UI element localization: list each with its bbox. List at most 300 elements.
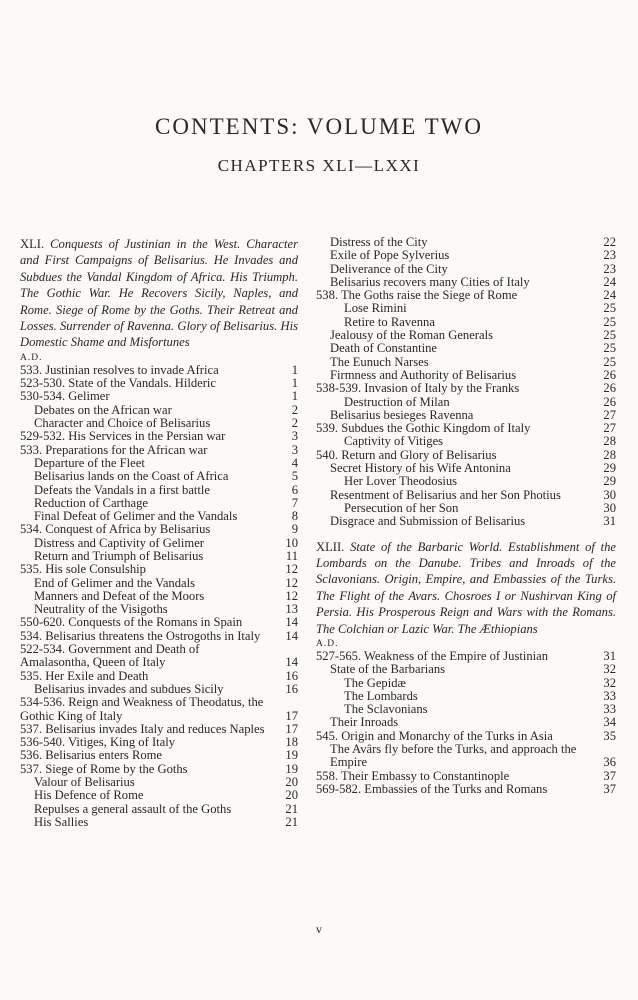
- toc-entry-text-wrap: [316, 743, 594, 770]
- toc-entry-text-wrap: [20, 776, 276, 789]
- toc-entry-title: Belisarius besieges Ravenna: [330, 407, 474, 422]
- toc-entry: [20, 670, 298, 683]
- toc-entry-title: Their Inroads: [330, 715, 399, 730]
- toc-entry: [316, 276, 616, 289]
- toc-entry: [316, 770, 616, 783]
- toc-entry-page: 1: [291, 389, 298, 404]
- toc-entry-page: 18: [285, 735, 298, 750]
- toc-entry-page: 1: [291, 362, 298, 377]
- toc-entry-page: 20: [285, 788, 298, 803]
- toc-entry-year: 545.: [316, 728, 339, 743]
- toc-entry: [316, 342, 616, 355]
- toc-entry: [20, 736, 298, 749]
- toc-entry-title: Reduction of Carthage: [34, 495, 149, 510]
- toc-entry-text-wrap: [316, 730, 594, 743]
- toc-entry-text-wrap: [20, 763, 276, 776]
- toc-entry: [20, 364, 298, 377]
- toc-entry: [316, 302, 616, 315]
- toc-entry-page: 34: [603, 715, 616, 730]
- toc-entry-text-wrap: [20, 696, 276, 723]
- toc-entry-page: 4: [291, 455, 298, 470]
- toc-entry-year: 537.: [20, 721, 43, 736]
- toc-entry-text-wrap: [20, 577, 276, 590]
- toc-entry: [20, 643, 298, 670]
- toc-entry-title: Belisarius invades Italy and reduces Naples: [45, 721, 265, 736]
- toc-entry-year: 522-534.: [20, 642, 66, 657]
- toc-entry-text-wrap: [316, 716, 594, 729]
- toc-entry-text-wrap: [316, 690, 594, 703]
- toc-entry: [316, 329, 616, 342]
- toc-entry: [20, 563, 298, 576]
- toc-entry-text-wrap: [316, 409, 594, 422]
- toc-entry-text-wrap: [20, 683, 276, 696]
- toc-entry-text-wrap: [316, 475, 594, 488]
- toc-entry-page: 12: [285, 588, 298, 603]
- toc-entry-title: His Sallies: [34, 814, 89, 829]
- toc-entry: [316, 356, 616, 369]
- chapter-heading: [20, 236, 298, 351]
- toc-entry-text-wrap: [20, 550, 276, 563]
- toc-entry-page: 16: [285, 681, 298, 696]
- toc-entry: [316, 249, 616, 262]
- toc-entry-title: Conquest of Africa by Belisarius: [45, 522, 211, 537]
- toc-entry-text-wrap: [316, 650, 594, 663]
- toc-entry-page: 25: [603, 314, 616, 329]
- toc-entry-title: Belisarius recovers many Cities of Italy: [330, 274, 530, 289]
- toc-entry-page: 28: [603, 434, 616, 449]
- page-subtitle: CHAPTERS XLI—LXXI: [217, 156, 421, 175]
- toc-entry-title: Final Defeat of Gelimer and the Vandals: [34, 509, 238, 524]
- toc-entry-title: Repulses a general assault of the Goths: [34, 801, 232, 816]
- toc-entry-year: 527-565.: [316, 648, 362, 663]
- toc-entry-text-wrap: [316, 703, 594, 716]
- toc-entry: [316, 515, 616, 528]
- toc-entry-page: 14: [285, 628, 298, 643]
- toc-entry-text-wrap: [316, 515, 594, 528]
- toc-entry-text-wrap: [316, 502, 594, 515]
- toc-entry-text-wrap: [316, 770, 594, 783]
- toc-entry-year: 538-539.: [316, 381, 362, 396]
- toc-entry-page: 36: [603, 755, 616, 770]
- toc-entry-year: 539.: [316, 421, 339, 436]
- toc-entry-title: State of the Barbarians: [330, 662, 446, 677]
- toc-entry-text-wrap: [316, 783, 594, 796]
- toc-entry: [316, 409, 616, 422]
- toc-entry-page: 33: [603, 702, 616, 717]
- toc-entry-page: 21: [285, 801, 298, 816]
- chapter-heading: [316, 539, 616, 637]
- toc-entry: [20, 430, 298, 443]
- toc-entry-text-wrap: [316, 316, 594, 329]
- toc-entry-text-wrap: [20, 789, 276, 802]
- toc-entry-page: 33: [603, 688, 616, 703]
- toc-entry-text-wrap: [20, 803, 276, 816]
- toc-entry-title: Jealousy of the Roman Generals: [330, 328, 493, 343]
- toc-entry: [316, 502, 616, 515]
- toc-entry: [316, 703, 616, 716]
- toc-entry-text-wrap: [20, 497, 276, 510]
- toc-entry-text-wrap: [20, 484, 276, 497]
- toc-entry: [316, 650, 616, 663]
- toc-entry-page: 3: [291, 442, 298, 457]
- toc-entry-page: 11: [285, 549, 298, 563]
- toc-entry-year: 534-536.: [20, 695, 66, 710]
- toc-entry: [316, 475, 616, 488]
- toc-entry: [20, 723, 298, 736]
- toc-entry: [20, 444, 298, 457]
- contents-left-column: [20, 236, 298, 829]
- chapter-number: XLII.: [316, 539, 345, 554]
- toc-entry-text-wrap: [316, 663, 594, 676]
- toc-entry-text-wrap: [20, 390, 276, 403]
- toc-entry-text-wrap: [316, 249, 594, 262]
- toc-entry-page: 22: [603, 235, 616, 249]
- toc-entry-title: Persecution of her Son: [344, 500, 459, 515]
- toc-entry-year: 535.: [20, 562, 43, 577]
- toc-entry: [20, 484, 298, 497]
- toc-entry-year: 530-534.: [20, 389, 66, 404]
- toc-entry-title: Belisarius invades and subdues Sicily: [34, 681, 224, 696]
- toc-entry-page: 19: [285, 748, 298, 763]
- toc-entry-page: 27: [603, 407, 616, 422]
- toc-entry-title: Invasion of Italy by the Franks: [364, 381, 520, 396]
- toc-entry-page: 17: [285, 721, 298, 736]
- toc-entry-title: His Services in the Persian war: [68, 429, 226, 444]
- toc-entry-title: Destruction of Milan: [344, 394, 450, 409]
- toc-entry-title: Embassies of the Turks and Romans: [364, 781, 548, 796]
- toc-entry-text-wrap: [316, 462, 594, 475]
- toc-entry-text-wrap: [20, 430, 276, 443]
- toc-entry-year: 550-620.: [20, 615, 66, 630]
- toc-entry-text-wrap: [20, 670, 276, 683]
- toc-entry-text-wrap: [316, 422, 594, 435]
- toc-entry-text-wrap: [20, 377, 276, 390]
- toc-entry-text-wrap: [316, 356, 594, 369]
- chapter-description: Conquests of Justinian in the West. Character and First Campaigns of Belisarius. He Invades and Subdues the Vandal Kingdom of Africa. His Triumph. The Gothic War. He Recovers Sicily, Naples, and Rome. Siege of Rome by the Goths. Their Retreat and Losses. Surrender of Ravenna. Glory of Belisarius. His Domestic Shame and Misfortunes: [20, 237, 298, 350]
- toc-entry: [20, 577, 298, 590]
- toc-entry-page: 23: [603, 248, 616, 263]
- toc-entry: [20, 616, 298, 629]
- toc-entry-title: The Eunuch Narses: [330, 354, 429, 369]
- toc-entry-page: 12: [285, 575, 298, 590]
- toc-entry: [20, 390, 298, 403]
- entry-list: [316, 236, 616, 529]
- page-title: CONTENTS: VOLUME TWO: [155, 114, 483, 139]
- toc-entry-page: 10: [285, 535, 298, 550]
- toc-entry-text-wrap: [316, 236, 594, 249]
- toc-entry-title: Firmness and Authority of Belisarius: [330, 367, 517, 382]
- toc-entry: [20, 550, 298, 563]
- toc-entry: [316, 449, 616, 462]
- toc-entry-text-wrap: [20, 563, 276, 576]
- toc-entry-text-wrap: [316, 302, 594, 315]
- toc-entry-page: 8: [291, 509, 298, 524]
- toc-entry: [316, 663, 616, 676]
- toc-entry-page: 9: [291, 522, 298, 537]
- toc-entry-page: 37: [603, 781, 616, 796]
- toc-entry-text-wrap: [20, 364, 276, 377]
- toc-entry: [20, 803, 298, 816]
- toc-entry-page: 23: [603, 261, 616, 276]
- toc-entry-title: Preparations for the African war: [45, 442, 208, 457]
- toc-entry-year: 540.: [316, 447, 339, 462]
- toc-entry-text-wrap: [316, 449, 594, 462]
- toc-entry-text-wrap: [20, 723, 276, 736]
- toc-entry-text-wrap: [316, 382, 594, 395]
- toc-entry-title: Return and Glory of Belisarius: [341, 447, 497, 462]
- toc-entry-page: 25: [603, 301, 616, 316]
- toc-entry-year: 534.: [20, 522, 43, 537]
- chapter-number: XLI.: [20, 237, 45, 251]
- toc-entry-text-wrap: [316, 263, 594, 276]
- toc-entry: [316, 677, 616, 690]
- toc-entry: [316, 263, 616, 276]
- toc-entry: [20, 457, 298, 470]
- toc-entry-year: 558.: [316, 768, 339, 783]
- toc-entry-title: Subdues the Gothic Kingdom of Italy: [341, 421, 531, 436]
- toc-entry-title: Departure of the Fleet: [34, 455, 145, 470]
- toc-entry-page: 32: [603, 662, 616, 677]
- toc-entry-text-wrap: [20, 736, 276, 749]
- toc-entry: [316, 396, 616, 409]
- toc-entry-text-wrap: [20, 643, 276, 670]
- toc-entry: [316, 716, 616, 729]
- toc-entry-text-wrap: [20, 417, 276, 430]
- toc-entry: [316, 743, 616, 770]
- chapter-description: State of the Barbaric World. Establishment of the Lombards on the Danube. Tribes and Inroads of the Sclavonians. Origin, Empire, and Embassies of the Turks. The Flight of the Avars. Chosroes I or Nushirvan King of Persia. His Prosperous Reign and Wars with the Romans. The Colchian or Lazic War. The Æthiopians: [316, 539, 616, 636]
- toc-entry: [316, 369, 616, 382]
- toc-entry-title: Disgrace and Submission of Belisarius: [330, 514, 526, 529]
- toc-entry-page: 3: [291, 429, 298, 444]
- toc-entry-page: 2: [291, 402, 298, 417]
- toc-entry-text-wrap: [20, 630, 276, 643]
- toc-entry-title: The Gepidæ: [344, 675, 406, 690]
- toc-entry-page: 29: [603, 474, 616, 489]
- toc-entry-title: Government and Death of Amalasontha, Queen of Italy: [20, 642, 200, 670]
- toc-entry-page: 7: [291, 495, 298, 510]
- toc-entry-year: 569-582.: [316, 781, 362, 796]
- toc-entry: [20, 377, 298, 390]
- toc-entry-title: Valour of Belisarius: [34, 775, 135, 790]
- toc-entry-page: 30: [603, 500, 616, 515]
- toc-entry: [20, 603, 298, 616]
- toc-entry-title: Deliverance of the City: [330, 261, 448, 276]
- toc-entry-text-wrap: [20, 816, 276, 829]
- toc-entry-title: The Sclavonians: [344, 702, 428, 717]
- toc-entry-page: 17: [285, 708, 298, 723]
- toc-entry-year: 536.: [20, 748, 43, 763]
- toc-entry-text-wrap: [20, 603, 276, 616]
- toc-entry-year: 537.: [20, 761, 43, 776]
- toc-entry-page: 37: [603, 768, 616, 783]
- toc-entry-title: Origin and Monarchy of the Turks in Asia: [341, 728, 553, 743]
- toc-entry-year: 533.: [20, 442, 43, 457]
- ad-label: A.D.: [316, 638, 339, 649]
- toc-entry: [316, 382, 616, 395]
- toc-entry: [20, 776, 298, 789]
- toc-entry: [20, 523, 298, 536]
- toc-entry-title: Justinian resolves to invade Africa: [45, 362, 219, 377]
- toc-entry: [316, 730, 616, 743]
- toc-entry: [20, 470, 298, 483]
- toc-entry: [20, 696, 298, 723]
- entry-list: [316, 650, 616, 796]
- toc-entry-page: 1: [291, 376, 298, 391]
- toc-entry-year: 529-532.: [20, 429, 66, 444]
- toc-entry-title: Siege of Rome by the Goths: [45, 761, 188, 776]
- toc-entry-title: Manners and Defeat of the Moors: [34, 588, 205, 603]
- toc-entry: [20, 683, 298, 696]
- toc-entry-page: 29: [603, 461, 616, 476]
- toc-entry-title: Lose Rimini: [344, 301, 407, 316]
- toc-entry-page: 27: [603, 421, 616, 436]
- toc-entry-title: Belisarius enters Rome: [45, 748, 163, 763]
- toc-entry-title: His Defence of Rome: [34, 788, 144, 803]
- toc-entry-year: 533.: [20, 362, 43, 377]
- entry-list: [20, 364, 298, 829]
- toc-entry-page: 24: [603, 274, 616, 289]
- toc-entry-title: Distress and Captivity of Gelimer: [34, 535, 204, 550]
- toc-entry-text-wrap: [20, 523, 276, 536]
- toc-entry: [20, 749, 298, 762]
- toc-entry-page: 21: [285, 814, 298, 829]
- toc-entry-title: His sole Consulship: [45, 562, 146, 577]
- toc-entry-page: 25: [603, 328, 616, 343]
- toc-entry-page: 32: [603, 675, 616, 690]
- toc-entry-text-wrap: [316, 289, 594, 302]
- toc-entry-page: 20: [285, 775, 298, 790]
- toc-entry-page: 2: [291, 416, 298, 431]
- toc-entry: [20, 590, 298, 603]
- toc-entry-title: Gelimer: [68, 389, 110, 404]
- toc-entry: [20, 816, 298, 829]
- page-number: v: [316, 922, 322, 936]
- contents-right-column: [316, 236, 616, 796]
- toc-entry-title: Debates on the African war: [34, 402, 172, 417]
- toc-entry-text-wrap: [20, 590, 276, 603]
- toc-entry: [316, 289, 616, 302]
- toc-entry-text-wrap: [20, 470, 276, 483]
- toc-entry-page: 26: [603, 394, 616, 409]
- toc-entry-text-wrap: [20, 537, 276, 550]
- toc-entry-page: 12: [285, 562, 298, 577]
- toc-entry-title: The Avârs fly before the Turks, and approach the Empire: [330, 742, 577, 770]
- toc-entry-page: 14: [285, 655, 298, 670]
- toc-entry-text-wrap: [20, 457, 276, 470]
- toc-entry-text-wrap: [316, 329, 594, 342]
- toc-entry-page: 16: [285, 668, 298, 683]
- toc-entry: [316, 489, 616, 502]
- toc-entry: [20, 404, 298, 417]
- toc-entry-text-wrap: [20, 510, 276, 523]
- toc-entry-page: 5: [291, 469, 298, 484]
- toc-entry-title: Captivity of Vitiges: [344, 434, 444, 449]
- toc-entry-page: 25: [603, 341, 616, 356]
- toc-entry-title: Weakness of the Empire of Justinian: [364, 648, 549, 663]
- toc-entry-title: Exile of Pope Sylverius: [330, 248, 450, 263]
- toc-entry-title: The Goths raise the Siege of Rome: [340, 288, 518, 303]
- toc-entry-page: 35: [603, 728, 616, 743]
- toc-entry-title: Belisarius lands on the Coast of Africa: [34, 469, 229, 484]
- toc-entry-title: Their Embassy to Constantinople: [340, 768, 510, 783]
- toc-entry: [316, 435, 616, 448]
- toc-entry-title: Secret History of his Wife Antonina: [330, 461, 511, 476]
- toc-entry-page: 6: [291, 482, 298, 497]
- toc-entry-page: 30: [603, 487, 616, 502]
- toc-entry-title: Her Lover Theodosius: [344, 474, 458, 489]
- toc-entry: [20, 763, 298, 776]
- toc-entry-title: End of Gelimer and the Vandals: [34, 575, 195, 590]
- toc-entry-text-wrap: [20, 616, 276, 629]
- toc-entry-title: Her Exile and Death: [45, 668, 149, 683]
- toc-entry: [316, 690, 616, 703]
- toc-entry: [316, 316, 616, 329]
- toc-entry-page: 25: [603, 354, 616, 369]
- toc-entry-title: Distress of the City: [330, 235, 428, 249]
- toc-entry-title: Defeats the Vandals in a first battle: [34, 482, 211, 497]
- toc-entry: [20, 789, 298, 802]
- toc-entry: [20, 630, 298, 643]
- toc-entry-title: Character and Choice of Belisarius: [34, 416, 211, 431]
- toc-entry-year: 535.: [20, 668, 43, 683]
- toc-entry: [316, 462, 616, 475]
- toc-entry-page: 31: [603, 514, 616, 529]
- toc-entry-page: 14: [285, 615, 298, 630]
- toc-entry-page: 13: [285, 602, 298, 617]
- toc-entry-title: State of the Vandals. Hilderic: [68, 376, 216, 391]
- toc-entry-title: Resentment of Belisarius and her Son Photius: [330, 487, 561, 502]
- toc-entry-year: 523-530.: [20, 376, 66, 391]
- toc-entry-text-wrap: [20, 404, 276, 417]
- toc-entry-year: 534.: [20, 628, 43, 643]
- toc-entry-title: The Lombards: [344, 688, 418, 703]
- toc-entry-page: 24: [603, 288, 616, 303]
- toc-entry-text-wrap: [316, 489, 594, 502]
- toc-entry-year: 538.: [316, 288, 339, 303]
- toc-entry-title: Return and Triumph of Belisarius: [34, 549, 204, 563]
- toc-entry: [20, 510, 298, 523]
- ad-label: A.D.: [20, 352, 43, 363]
- toc-entry: [316, 422, 616, 435]
- toc-entry-text-wrap: [316, 435, 594, 448]
- toc-entry-page: 26: [603, 381, 616, 396]
- toc-entry: [20, 537, 298, 550]
- toc-entry-title: Death of Constantine: [330, 341, 438, 356]
- toc-entry-text-wrap: [20, 749, 276, 762]
- toc-entry-title: Vitiges, King of Italy: [68, 735, 176, 750]
- toc-entry-text-wrap: [316, 677, 594, 690]
- toc-entry-title: Belisarius threatens the Ostrogoths in Italy: [45, 628, 261, 643]
- toc-entry: [20, 417, 298, 430]
- toc-entry-page: 28: [603, 447, 616, 462]
- toc-entry-title: Retire to Ravenna: [344, 314, 435, 329]
- toc-entry-title: Neutrality of the Visigoths: [34, 602, 168, 617]
- toc-entry-page: 19: [285, 761, 298, 776]
- toc-entry-page: 31: [603, 648, 616, 663]
- toc-entry-text-wrap: [316, 342, 594, 355]
- toc-entry: [20, 497, 298, 510]
- toc-entry-year: 536-540.: [20, 735, 66, 750]
- toc-entry-page: 26: [603, 367, 616, 382]
- toc-entry: [316, 236, 616, 249]
- toc-entry-text-wrap: [20, 444, 276, 457]
- toc-entry-title: Conquests of the Romans in Spain: [68, 615, 243, 630]
- toc-entry-text-wrap: [316, 396, 594, 409]
- toc-entry-text-wrap: [316, 276, 594, 289]
- toc-entry: [316, 783, 616, 796]
- toc-entry-text-wrap: [316, 369, 594, 382]
- toc-entry-title: Reign and Weakness of Theodatus, the Gothic King of Italy: [20, 695, 264, 723]
